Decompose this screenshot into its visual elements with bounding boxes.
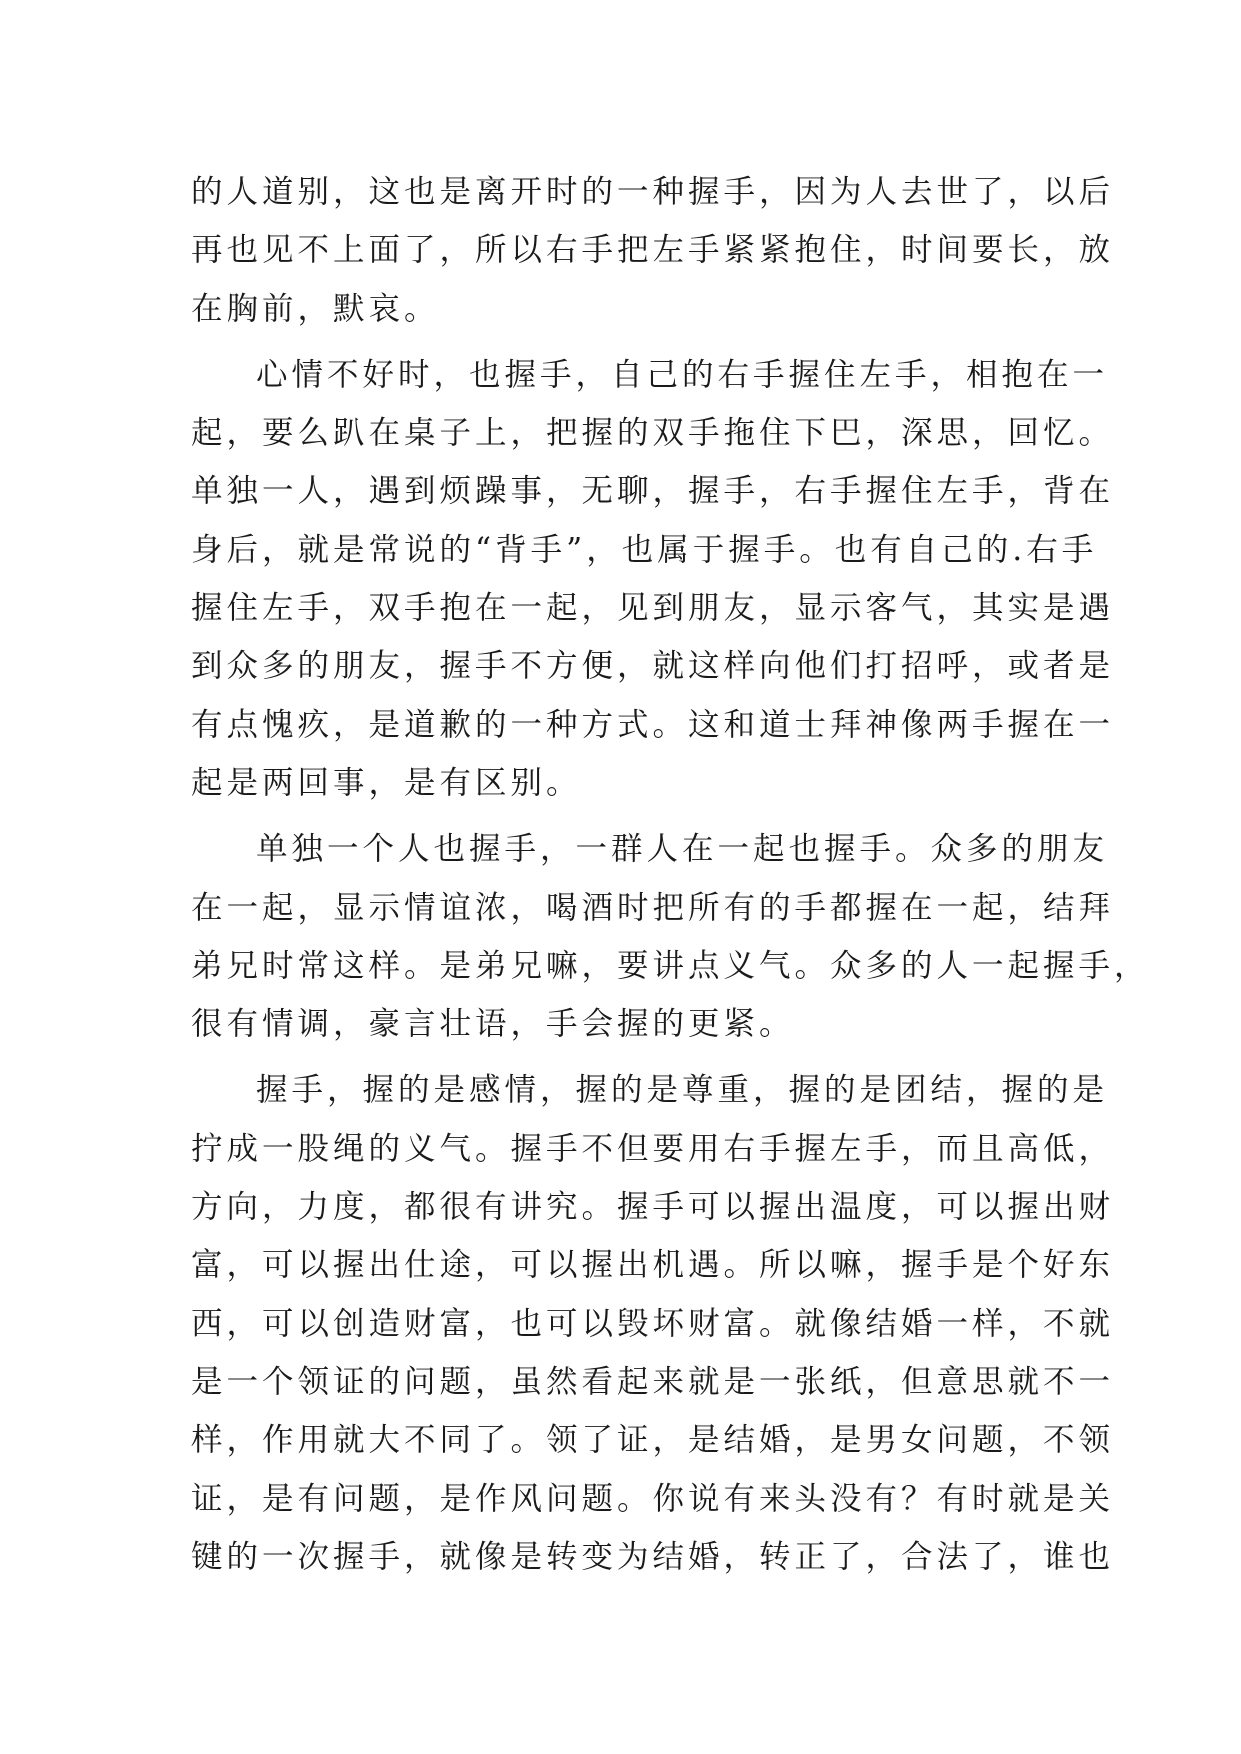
text-line: 在一起，显示情谊浓，喝酒时把所有的手都握在一起，结拜 — [191, 889, 1115, 926]
text-line: 在胸前，默哀。 — [191, 290, 440, 327]
text-line: 样，作用就大不同了。领了证，是结婚，是男女问题，不领 — [191, 1422, 1115, 1459]
text-line: 单独一个人也握手，一群人在一起也握手。众多的朋友 — [256, 831, 1109, 868]
text-line: 握住左手，双手抱在一起，见到朋友，显示客气，其实是遇 — [191, 590, 1115, 627]
paragraph-4 — [191, 1061, 1115, 1586]
text-line: 身后，就是常说的“背手”，也属于握手。也有自己的.右手 — [191, 531, 1098, 568]
text-line: 西，可以创造财富，也可以毁坏财富。就像结婚一样，不就 — [191, 1305, 1115, 1342]
text-line: 到众多的朋友，握手不方便，就这样向他们打招呼，或者是 — [191, 648, 1115, 685]
text-line: 有点愧疚，是道歉的一种方式。这和道士拜神像两手握在一 — [191, 706, 1115, 743]
text-line: 握手，握的是感情，握的是尊重，握的是团结，握的是 — [256, 1072, 1109, 1109]
text-line: 心情不好时，也握手，自己的右手握住左手，相抱在一 — [256, 356, 1109, 393]
text-line: 很有情调，豪言壮语，手会握的更紧。 — [191, 1006, 795, 1043]
text-line: 单独一人，遇到烦躁事，无聊，握手，右手握住左手，背在 — [191, 473, 1115, 510]
text-line: 的人道别，这也是离开时的一种握手，因为人去世了，以后 — [191, 174, 1115, 210]
text-line: 起，要么趴在桌子上，把握的双手拖住下巴，深思，回忆。 — [191, 415, 1115, 452]
paragraph-2 — [191, 346, 1115, 812]
text-line: 方向，力度，都很有讲究。握手可以握出温度，可以握出财 — [191, 1189, 1115, 1226]
text-line: 是一个领证的问题，虽然看起来就是一张纸，但意思就不一 — [191, 1363, 1115, 1400]
text-line: 再也见不上面了，所以右手把左手紧紧抱住，时间要长，放 — [191, 232, 1115, 269]
document-body — [191, 163, 1150, 1586]
paragraph-1 — [191, 163, 1115, 338]
text-line: 富，可以握出仕途，可以握出机遇。所以嘛，握手是个好东 — [191, 1247, 1115, 1284]
text-line: 起是两回事，是有区别。 — [191, 764, 582, 801]
paragraph-3 — [191, 820, 1150, 1053]
text-line: 证，是有问题，是作风问题。你说有来头没有？有时就是关 — [191, 1480, 1115, 1517]
text-line: 拧成一股绳的义气。握手不但要用右手握左手，而且高低， — [191, 1130, 1115, 1167]
text-line: 键的一次握手，就像是转变为结婚，转正了，合法了，谁也 — [191, 1538, 1115, 1575]
text-line: 弟兄时常这样。是弟兄嘛，要讲点义气。众多的人一起握手， — [191, 947, 1150, 984]
